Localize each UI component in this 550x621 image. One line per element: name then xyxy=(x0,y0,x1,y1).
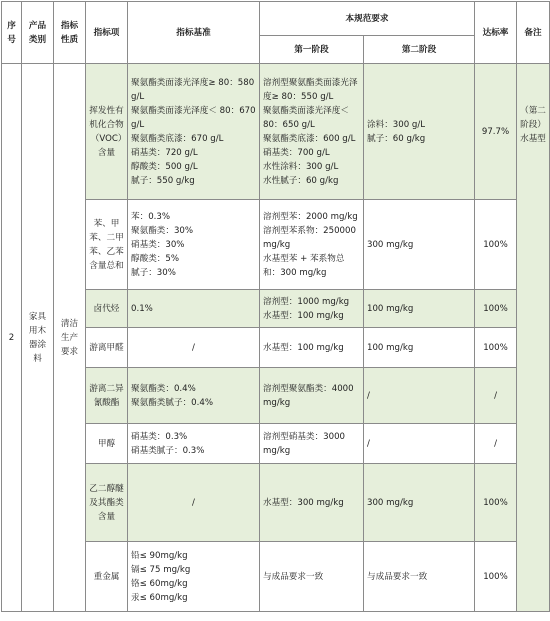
stage1-cell: 溶剂型硝基类：3000 mg/kg xyxy=(260,424,364,464)
basis-cell: / xyxy=(128,328,260,368)
stage1-cell: 水基型：300 mg/kg xyxy=(260,464,364,542)
header-stage1: 第一阶段 xyxy=(260,36,364,64)
stage2-cell: 300 mg/kg xyxy=(364,464,475,542)
rate-cell: / xyxy=(475,368,517,424)
stage1-cell: 溶剂型苯：2000 mg/kg 溶剂型苯系物：250000 mg/kg 水基型苯 + 苯系物总和：300 mg/kg xyxy=(260,200,364,290)
header-nature: 指标性质 xyxy=(54,2,86,64)
stage2-cell: / xyxy=(364,368,475,424)
rate-cell: 100% xyxy=(475,328,517,368)
header-note: 备注 xyxy=(517,2,550,64)
basis-cell: 聚氨酯类面漆光泽度≥ 80：580 g/L 聚氨酯类面漆光泽度＜ 80：670 g/L 聚氨酯类底漆：670 g/L 硝基类：720 g/L 醇酸类：500 g/L 腻子：550 g/kg xyxy=(128,64,260,200)
stage1-cell: 水基型：100 mg/kg xyxy=(260,328,364,368)
stage2-cell: 与成品要求一致 xyxy=(364,542,475,612)
nature-cell: 清洁生产要求 xyxy=(54,64,86,612)
standards-table xyxy=(1,1,550,612)
stage1-cell: 溶剂型聚氨酯类面漆光泽度≥ 80：550 g/L 聚氨酯类面漆光泽度＜ 80：650 g/L 聚氨酯类底漆：600 g/L 硝基类：700 g/L 水性涂料：300 g/L 水性腻子：60 g/kg xyxy=(260,64,364,200)
header-basis: 指标基准 xyxy=(128,2,260,64)
rate-cell: 100% xyxy=(475,464,517,542)
basis-cell: / xyxy=(128,464,260,542)
header-category: 产品类别 xyxy=(22,2,54,64)
stage2-cell: 涂料：300 g/L 腻子：60 g/kg xyxy=(364,64,475,200)
item-cell: 重金属 xyxy=(86,542,128,612)
item-cell: 卤代烃 xyxy=(86,290,128,328)
table-row xyxy=(2,64,550,200)
category-cell: 家具用木器涂料 xyxy=(22,64,54,612)
stage2-cell: 100 mg/kg xyxy=(364,290,475,328)
rate-cell: 97.7% xyxy=(475,64,517,200)
stage1-cell: 溶剂型：1000 mg/kg 水基型：100 mg/kg xyxy=(260,290,364,328)
stage2-cell: 100 mg/kg xyxy=(364,328,475,368)
note-cell: （第二阶段）水基型 xyxy=(517,64,550,612)
header-item: 指标项 xyxy=(86,2,128,64)
header-stage2: 第二阶段 xyxy=(364,36,475,64)
header-requirements: 本规范要求 xyxy=(260,2,475,36)
seq-cell: 2 xyxy=(2,64,22,612)
stage1-cell: 溶剂型聚氨酯类：4000 mg/kg xyxy=(260,368,364,424)
rate-cell: 100% xyxy=(475,200,517,290)
stage2-cell: / xyxy=(364,424,475,464)
basis-cell: 聚氨酯类：0.4% 聚氨酯类腻子：0.4% xyxy=(128,368,260,424)
item-cell: 游离甲醛 xyxy=(86,328,128,368)
basis-cell: 铅≤ 90mg/kg 镉≤ 75 mg/kg 铬≤ 60mg/kg 汞≤ 60mg/kg xyxy=(128,542,260,612)
basis-cell: 硝基类：0.3% 硝基类腻子：0.3% xyxy=(128,424,260,464)
item-cell: 游离二异氰酸酯 xyxy=(86,368,128,424)
basis-cell: 0.1% xyxy=(128,290,260,328)
item-cell: 乙二醇醚及其酯类含量 xyxy=(86,464,128,542)
rate-cell: 100% xyxy=(475,290,517,328)
item-cell: 挥发性有机化合物（VOC）含量 xyxy=(86,64,128,200)
stage2-cell: 300 mg/kg xyxy=(364,200,475,290)
header-seq: 序号 xyxy=(2,2,22,64)
basis-cell: 苯：0.3% 聚氨酯类：30% 硝基类：30% 醇酸类：5% 腻子：30% xyxy=(128,200,260,290)
stage1-cell: 与成品要求一致 xyxy=(260,542,364,612)
item-cell: 苯、甲苯、二甲苯、乙苯含量总和 xyxy=(86,200,128,290)
rate-cell: / xyxy=(475,424,517,464)
header-rate: 达标率 xyxy=(475,2,517,64)
rate-cell: 100% xyxy=(475,542,517,612)
item-cell: 甲醇 xyxy=(86,424,128,464)
